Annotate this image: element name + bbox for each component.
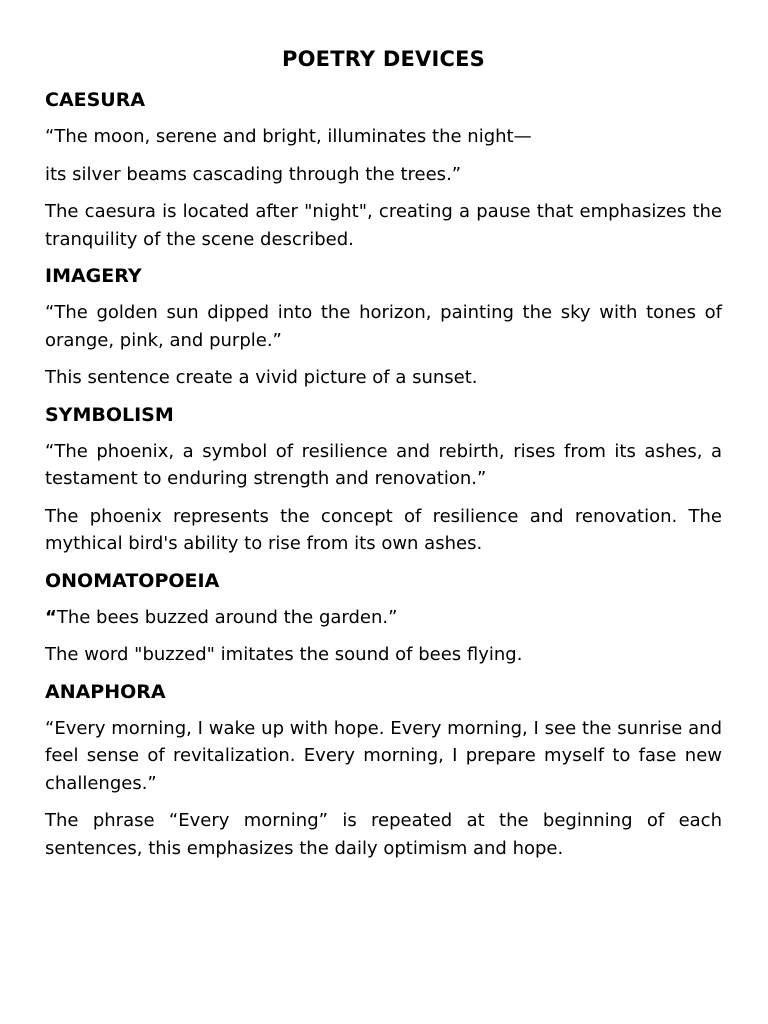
imagery-explanation: This sentence create a vivid picture of a sunset. [45, 367, 478, 388]
section-heading-symbolism: SYMBOLISM [45, 403, 174, 426]
imagery-example: “The golden sun dipped into the horizon, painting the sky with tones of orange, pink, and purple.” [45, 302, 722, 351]
section-heading-onomatopoeia: ONOMATOPOEIA [45, 569, 220, 592]
page-title: POETRY DEVICES [282, 47, 485, 71]
onomatopoeia-open-quote: “ [45, 606, 57, 628]
symbolism-example: “The phoenix, a symbol of resilience and rebirth, rises from its ashes, a testament to enduring strength and renovation.” [45, 440, 722, 489]
section-heading-anaphora: ANAPHORA [45, 680, 166, 703]
section-heading-imagery: IMAGERY [45, 265, 142, 287]
onomatopoeia-example [45, 604, 722, 632]
caesura-example-line-2: its silver beams cascading through the trees.” [45, 163, 462, 185]
caesura-example-line-1: “The moon, serene and bright, illuminates the night— [45, 126, 532, 147]
caesura-explanation: The caesura is located after "night", creating a pause that emphasizes the tranquility of the scene described. [45, 201, 722, 250]
anaphora-explanation: The phrase “Every morning” is repeated at the beginning of each sentences, this emphasizes the daily optimism and hope. [45, 810, 722, 859]
section-heading-caesura: CAESURA [45, 89, 146, 111]
document-page [45, 44, 722, 872]
onomatopoeia-example-text: The bees buzzed around the garden.” [56, 606, 398, 628]
anaphora-example: “Every morning, I wake up with hope. Every morning, I see the sunrise and feel sense of revitalization. Every morning, I prepare myself to fase new challenges.” [45, 717, 722, 794]
onomatopoeia-explanation: The word "buzzed" imitates the sound of bees flying. [45, 644, 523, 665]
symbolism-explanation: The phoenix represents the concept of resilience and renovation. The mythical bird's ability to rise from its own ashes. [45, 505, 722, 554]
